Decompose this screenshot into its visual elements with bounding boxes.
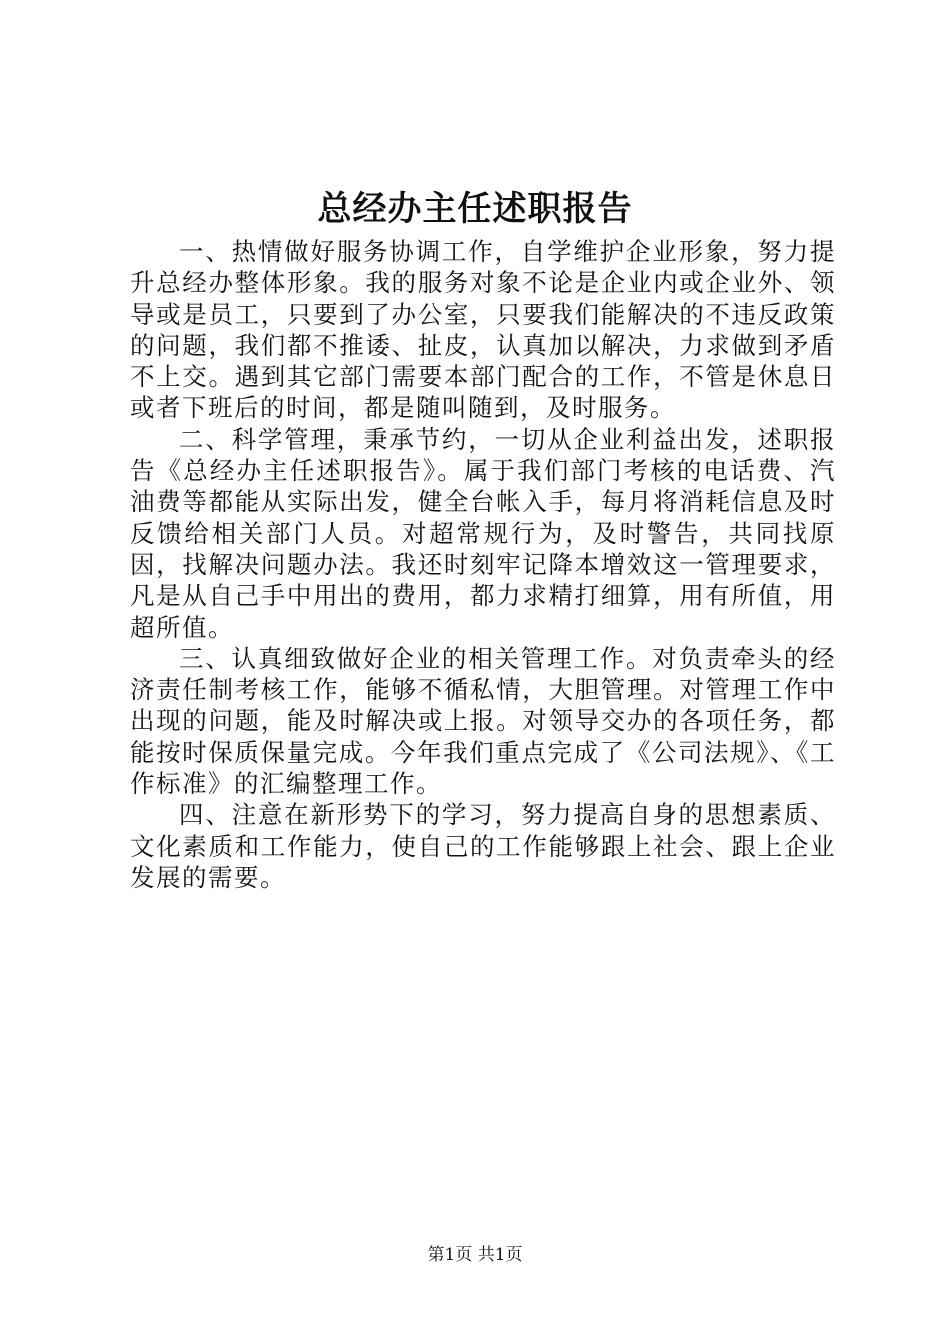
document-title: 总经办主任述职报告 [317, 189, 633, 229]
page-footer: 第1页 共1页 [427, 1245, 523, 1265]
paragraph-3: 三、认真细致做好企业的相关管理工作。对负责牵头的经济责任制考核工作，能够不循私情，大胆管理。对管理工作中出现的问题，能及时解决或上报。对领导交办的各项任务，都能按时保质保量完成。今年我们重点完成了《公司法规》、《工作标准》的汇编整理工作。 [130, 643, 836, 799]
paragraph-4: 四、注意在新形势下的学习，努力提高自身的思想素质、文化素质和工作能力，使自己的工作能够跟上社会、跟上企业发展的需要。 [130, 800, 836, 892]
document-body [130, 236, 836, 893]
paragraph-2: 二、科学管理，秉承节约，一切从企业利益出发，述职报告《总经办主任述职报告》。属于我们部门考核的电话费、汽油费等都能从实际出发，健全台帐入手，每月将消耗信息及时反馈给相关部门人员。对超常规行为，及时警告，共同找原因，找解决问题办法。我还时刻牢记降本增效这一管理要求，凡是从自己手中用出的费用，都力求精打细算，用有所值，用超所值。 [130, 424, 836, 642]
paragraph-1: 一、热情做好服务协调工作，自学维护企业形象，努力提升总经办整体形象。我的服务对象不论是企业内或企业外、领导或是员工，只要到了办公室，只要我们能解决的不违反政策的问题，我们都不推诿、扯皮，认真加以解决，力求做到矛盾不上交。遇到其它部门需要本部门配合的工作，不管是休息日或者下班后的时间，都是随叫随到，及时服务。 [130, 237, 836, 423]
